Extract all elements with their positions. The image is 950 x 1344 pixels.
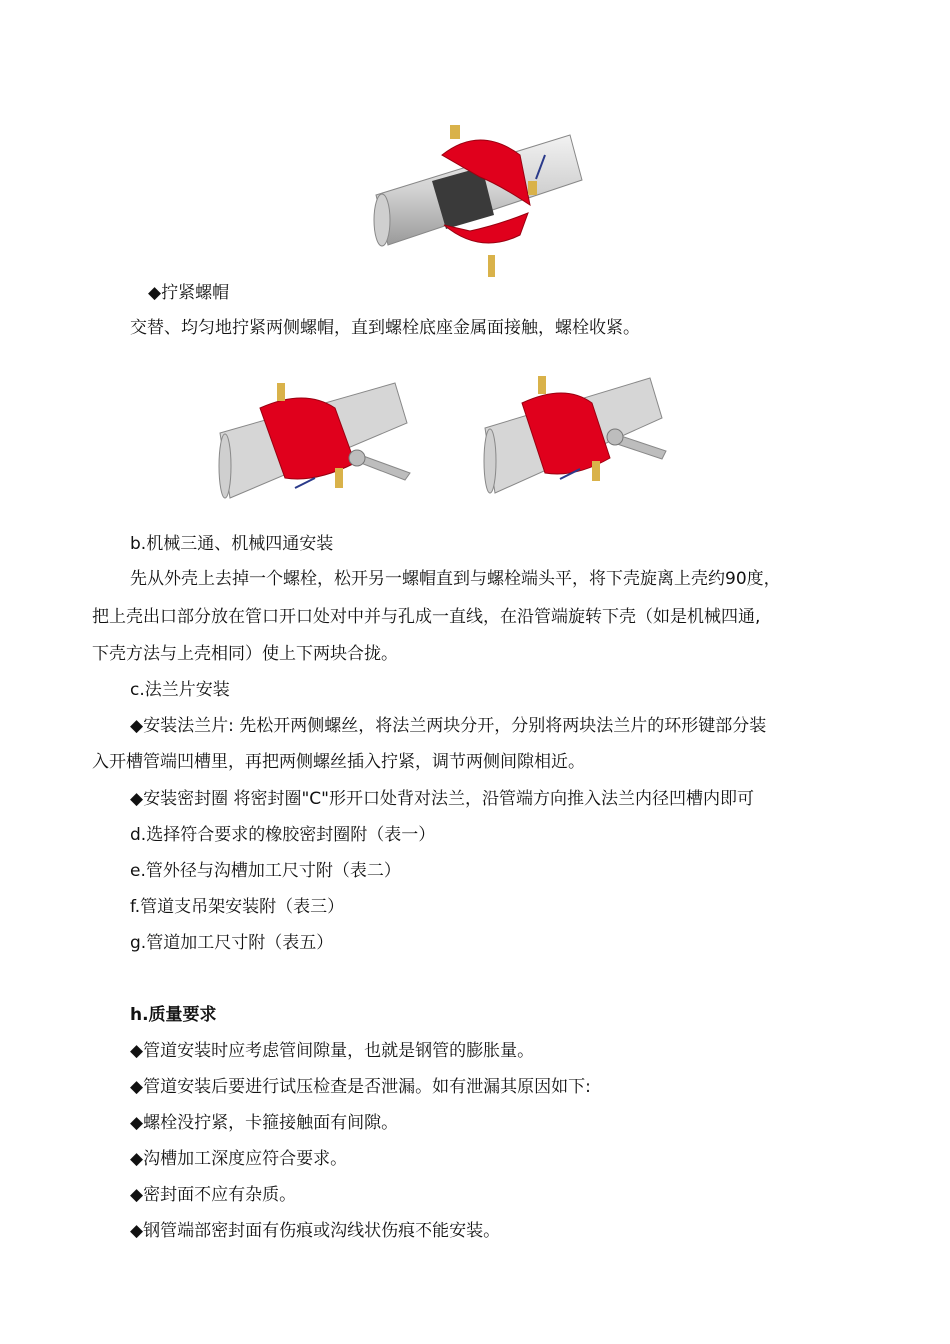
item-f: f.管道支吊架安装附（表三） [130,897,345,917]
item-g: g.管道加工尺寸附（表五） [130,933,334,953]
flange-install-line2: 入开槽管端凹槽里，再把两侧螺丝插入拧紧，调节两侧间隙相近。 [92,752,585,772]
item-d: d.选择符合要求的橡胶密封圈附（表一） [130,825,436,845]
section-b-line3: 下壳方法与上壳相同）使上下两块合拢。 [92,644,398,664]
flange-install-line1: ◆安装法兰片: 先松开两侧螺丝，将法兰两块分开，分别将两块法兰片的环形键部分装 [130,716,767,736]
tightening-figure-right [480,373,670,498]
section-h-heading: h.质量要求 [130,1005,217,1025]
quality-item: ◆密封面不应有杂质。 [130,1185,297,1205]
tighten-paragraph: 交替、均匀地拧紧两侧螺帽，直到螺栓底座金属面接触，螺栓收紧。 [130,318,640,338]
section-c-heading: c.法兰片安装 [130,680,230,700]
quality-item: ◆管道安装时应考虑管间隙量，也就是钢管的膨胀量。 [130,1041,535,1061]
coupling-assembly-figure [370,125,585,280]
quality-item: ◆钢管端部密封面有伤痕或沟线状伤痕不能安装。 [130,1221,501,1241]
section-b-line2: 把上壳出口部分放在管口开口处对中并与孔成一直线，在沿管端旋转下壳（如是机械四通, [92,607,761,627]
section-b-line1: 先从外壳上去掉一个螺栓，松开另一螺帽直到与螺栓端头平，将下壳旋离上壳约90度， [130,569,781,589]
tightening-figure-left [215,378,415,503]
seal-install-line: ◆安装密封圈 将密封圈"C"形开口处背对法兰，沿管端方向推入法兰内径凹槽内即可 [130,789,754,809]
item-e: e.管外径与沟槽加工尺寸附（表二） [130,861,401,881]
section-b-heading: b.机械三通、机械四通安装 [130,534,334,554]
quality-item: ◆螺栓没拧紧，卡箍接触面有间隙。 [130,1113,399,1133]
figure-caption: ◆拧紧螺帽 [148,283,230,303]
quality-item: ◆管道安装后要进行试压检查是否泄漏。如有泄漏其原因如下: [130,1077,591,1097]
quality-item: ◆沟槽加工深度应符合要求。 [130,1149,348,1169]
